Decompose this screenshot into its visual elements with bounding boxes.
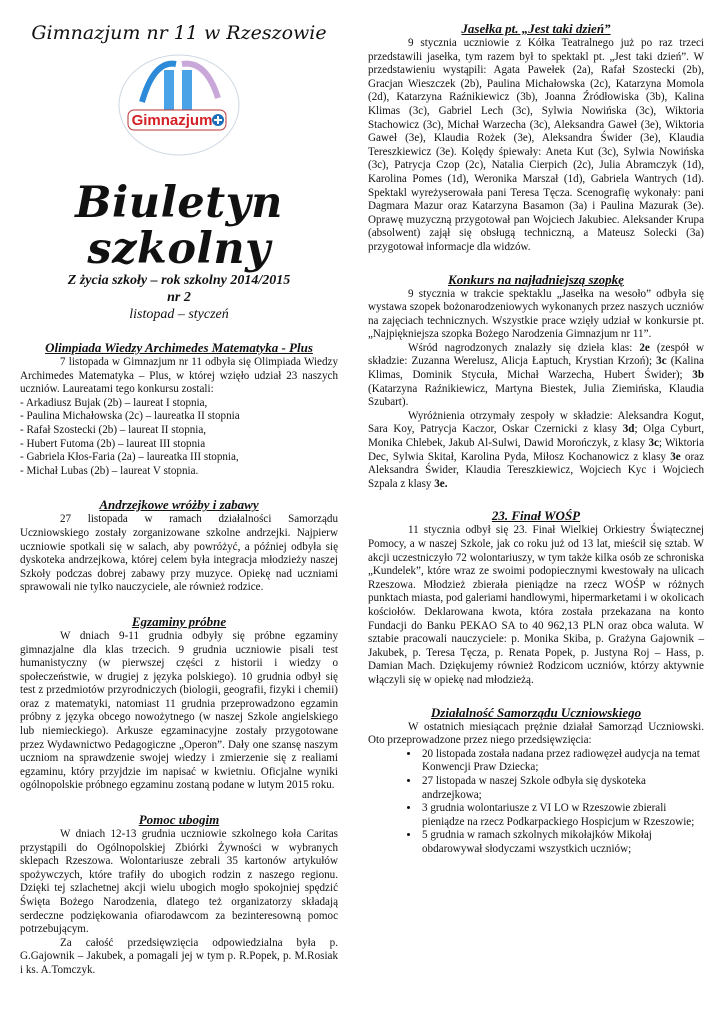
konkurs-dist-c: ; Olga Cyburt, Monika Chlebek, Jakub Al-Sulwi, Dawid Morończyk, z klasy (368, 423, 704, 450)
andrzejki-heading: Andrzejkowe wróżby i zabawy (99, 497, 259, 513)
konkurs-winners-e: (Kalina Klimas, Dominik Stycuła, Michał Warzecha, Hubert Świder); (368, 355, 704, 382)
class-3c: 3c (656, 355, 667, 368)
laureate-item: - Arkadiusz Bujak (2b) – laureat I stopnia, (20, 397, 338, 411)
jaselka-text: 9 stycznia uczniowie z Kółka Teatralnego już po raz trzeci przedstawili jasełka, tym razem był to spektakl pt. „Jest taki dzień”. W przedstawieniu wystąpili: Agata Pawełek (2a), Rafał Szostecki (2b), Gracjan Wieszczek (2b), Paulina Michałowska (2c), Katarzyna Momola (2d), Katarzyna Raźnikiewicz (3b), Joanna Źródłowiska (3b), Kalina Klimas (3c), Gabriel Lech (3c), Sylwia Nowińska (3c), Wiktoria Stachowicz (3c), Michał Warzecha (3c), Aleksandra Gaweł (3e), Wiktoria Gaweł (3e), Klaudia Rożek (3e), Aleksandra Świder (3e), Klaudia Tereszkiewicz (3e). Kolędy śpiewały: Aneta Kut (3c), Sylwia Nowińska (3c), Patrycja Czop (2c), Natalia Cierpich (2c), Julia Abramczyk (1d), Karolina Pomes (1d), Weronika Marszał (1d), Gabriela Wantrych (1d). Spektakl wyreżyserowała pani Teresa Tęcza. Scenografię wykonały: pani Dagmara Mazur oraz Katarzyna Basamon (3a) i Paulina Mazurak (3e). Oprawę muzyczną przygotował pan Wojciech Jakubiec. Aleksander Krupa (absolwent) zajął się obsługą techniczną, a Mateusz Solecki (3a) przygotował informacje dla widzów. (368, 37, 704, 253)
logo-graphic (114, 50, 244, 160)
samorzad-heading: Działalność Samorządu Uczniowskiego (430, 704, 642, 720)
olimpiada-laureates (20, 397, 338, 479)
left-column (20, 0, 338, 978)
wosp-heading: 23. Finał WOŚP (491, 508, 581, 524)
konkurs-winners-c: (zespół w składzie: Zuzanna Werelusz, Alicja Łaptuch, Krystian Krzoń); (368, 341, 704, 368)
konkurs-winners-a: Wśród nagrodzonych znalazły się dzieła klas: (408, 341, 633, 354)
laureate-item: - Paulina Michałowska (2c) – laureatka II stopnia (20, 410, 338, 424)
class-3b: 3b (692, 369, 705, 382)
logo-text: Gimnazjum (131, 112, 213, 129)
laureate-item: - Gabriela Kłos-Faria (2a) – laureatka III stopnia, (20, 451, 338, 465)
school-logo (114, 50, 244, 160)
samorzad-item: • 20 listopada została nadana przez radiowęzeł audycja na temat Konwencji Praw Dziecka; (420, 748, 704, 775)
class-3c-dist: 3c (648, 437, 659, 450)
samorzad-item: • 5 grudnia w ramach szkolnych mikołajków Mikołaj obdarowywał słodyczami wszystkich uczniów; (420, 829, 704, 856)
samorzad-item: • 27 listopada w naszej Szkole odbyła się dyskoteka andrzejkowa; (420, 775, 704, 802)
class-3e-final: 3e. (434, 477, 448, 490)
right-column (368, 0, 704, 856)
jaselka-heading: Jasełka pt. „Jest taki dzień” (461, 21, 611, 36)
wosp-text: 11 stycznia odbył się 23. Finał Wielkiej Orkiestry Świątecznej Pomocy, a w naszej Szkole, jak co roku już od 13 lat, mieścił się sztab. W akcji uczestniczyło 72 wolontariuszy, w tym także kilka osób ze schroniska „Kundelek”, które wraz ze swoimi podopiecznymi kwestowały na ulicach Rzeszowa. Młodzież zbierała pieniądze na rzecz WOŚP w różnych punktach miasta, pod galeriami handlowymi, hipermarketami i w okolicach kościołów. Deklarowana kwota, która została przekazana na konto Fundacji do Banku PEKAO SA to 40 962,13 PLN oraz obca waluta. W sztabie pracowali nauczyciele: p. Monika Skiba, p. Grażyna Gajownik – Jakubek, p. Teresa Tęcza, p. Renata Popek, p. Justyna Roj – Hass, p. Damian Mach. Dziękujemy również Rodzicom uczniów, którzy aktywnie włączyli się w opiekę nad młodzieżą. (368, 524, 704, 686)
konkurs-dist-g: oraz Aleksandra Świder, Klaudia Tereszkiewicz, Wojciech Kyc i Wojciech Szpala z klasy (368, 450, 705, 490)
samorzad-item: • 3 grudnia wolontariusze z VI LO w Rzeszowie zbierali pieniądze na rzecz Podkarpackiego Hospicjum w Rzeszowie; (420, 802, 704, 829)
class-2e: 2e (639, 341, 650, 354)
konkurs-heading: Konkurs na najładniejszą szopkę (448, 271, 624, 287)
konkurs-winners (368, 342, 704, 410)
laureate-item: - Michał Lubas (2b) – laureat V stopnia. (20, 465, 338, 479)
egzaminy-text: W dniach 9-11 grudnia odbyły się próbne egzaminy gimnazjalne dla klas trzecich. 9 grudnia uczniowie pisali test humanistyczny (w pierwszej części z historii i wiedzy o społeczeństwie, w drugiej z języka polskiego). 10 grudnia odbył się test z przedmiotów przyrodniczych (biologii, geografii, fizyki i chemii) oraz z matematyki, natomiast 11 grudnia przeprowadzono egzamin próbny z języka obcego nowożytnego (w naszej Szkole angielskiego lub niemieckiego). Arkusze egzaminacyjne zostały przygotowane przez Wydawnictwo Pedagogiczne „Operon”. Dały one szansę naszym uczniom na sprawdzenie swojej wiedzy i zmierzenie się z realiami egzaminu, który przyjdzie im napisać w kwietniu. Oficjalne wyniki ogólnopolskie próbnego egzaminu zostaną podane w lutym 2015 roku. (20, 629, 338, 792)
olimpiada-heading: Olimpiada Wiedzy Archimedes Matematyka - Plus (45, 340, 313, 355)
school-name: Gimnazjum nr 11 w Rzeszowie (31, 22, 327, 44)
pomoc-text: W dniach 12-13 grudnia uczniowie szkolnego koła Caritas przystąpili do Ogólnopolskiej Zbiórki Żywności w wybranych sklepach Rzeszowa. Wolontariusze zebrali 35 kartonów artykułów spożywczych, które trafiły do ubogich rodzin z naszego regionu. Dzięki tej szlachetnej akcji wielu ubogich mogło spokojniej spędzić Święta Bożego Narodzenia, dlatego też organizatorzy składają serdeczne podziękowania ofiarodawcom za bezinteresowną pomoc potrzebującym. (20, 828, 338, 936)
bulletin-title: Biuletyn szkolny (75, 178, 283, 274)
bulletin-subtitle: Z życia szkoły – rok szkolny 2014/2015 (67, 273, 291, 288)
konkurs-winners-g: (Katarzyna Raźnikiewicz, Martyna Biestek, Julia Ziemińska, Klaudia Szubart). (368, 382, 704, 409)
class-3e: 3e (670, 450, 681, 463)
olimpiada-intro: 7 listopada w Gimnazjum nr 11 odbyła się Olimpiada Wiedzy Archimedes Matematyka – Plus, w której wzięło udział 23 naszych uczniów. Laureatami tego konkursu zostali: (20, 356, 338, 396)
konkurs-distinctions (368, 410, 704, 492)
bulletin-period: listopad – styczeń (129, 307, 229, 322)
konkurs-dist-e: ; Wiktoria Dec, Sylwia Skitał, Karolina Pyda, Miłosz Kochanowicz z klasy (368, 437, 704, 463)
andrzejki-text: 27 listopada w ramach działalności Samorządu Uczniowskiego zostały zorganizowane szkolne andrzejki. Najpierw uczniowie spotkali się w salach, aby powróżyć, a później odbyła się dyskoteka andrzejkowa, której celem była integracja młodzieży naszej Szkoły podczas dobrej zabawy przy muzyce. Opiekę nad uczniami sprawowali nie tylko nauczyciele, ale również rodzice. (20, 513, 338, 594)
egzaminy-heading: Egzaminy próbne (131, 613, 227, 629)
samorzad-list (368, 748, 704, 857)
laureate-item: - Rafał Szostecki (2b) – laureat II stopnia, (20, 424, 338, 438)
bulletin-issue: nr 2 (167, 290, 191, 305)
konkurs-dist-a: Wyróżnienia otrzymały zespoły w składzie: Aleksandra Kogut, Sara Koy, Patrycja Kaczor, Oskar Czernicki z klasy (368, 409, 704, 436)
konkurs-text: 9 stycznia w trakcie spektaklu „Jasełka na wesoło” odbyła się wystawa szopek bożonarodzeniowych wykonanych przez naszych uczniów na zajęciach technicznych. Wszystkie prace wzięły udział w konkursie pt. „Najpiękniejsza szopka Bożego Narodzenia Gimnazjum nr 11”. (368, 287, 704, 341)
pomoc-heading: Pomoc ubogim (138, 812, 220, 828)
class-3d: 3d (622, 423, 635, 436)
pomoc-text-2: Za całość przedsięwzięcia odpowiedzialna była p. G.Gajownik – Jakubek, a pomagali jej w tym p. R.Popek, p. M.Rosiak i ks. A.Tomczyk. (20, 936, 338, 976)
samorzad-intro: W ostatnich miesiącach prężnie działał Samorząd Uczniowski. Oto przeprowadzone przez niego przedsięwzięcia: (368, 720, 704, 747)
laureate-item: - Hubert Futoma (2b) – laureat III stopnia (20, 438, 338, 452)
